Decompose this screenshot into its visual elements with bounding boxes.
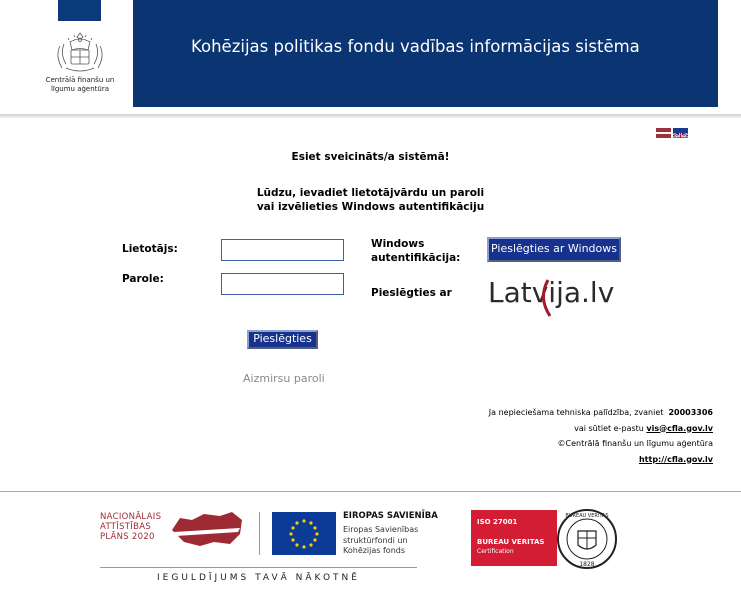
windows-auth-label-line2: autentifikācija: — [371, 252, 461, 264]
password-label: Parole: — [122, 273, 164, 285]
windows-auth-label — [371, 237, 460, 265]
eu-flag-icon — [272, 512, 336, 555]
windows-auth-label-line1: Windows — [371, 238, 425, 250]
forgot-password-link[interactable]: Aizmirsu paroli — [243, 372, 325, 385]
org-name — [38, 76, 122, 94]
bureau-veritas-seal-icon — [556, 503, 618, 575]
header-divider — [0, 114, 741, 118]
page-title: Kohēzijas politikas fondu vadības informācijas sistēma — [191, 37, 640, 56]
language-switcher — [656, 128, 690, 147]
support-email-line — [489, 421, 713, 437]
bv-seal-year: 1828 — [579, 561, 595, 568]
nap-line1: NACIONĀLAIS — [100, 512, 162, 522]
instructions-line1: Lūdzu, ievadiet lietotājvārdu un paroli — [256, 187, 485, 199]
header-banner — [133, 0, 718, 107]
welcome-heading: Esiet sveicināts/a sistēmā! — [291, 151, 450, 163]
header — [0, 0, 741, 112]
copyright-text: ©Centrālā finanšu un līgumu aģentūra — [557, 439, 713, 448]
bv-cert: Certification — [477, 548, 514, 555]
footer-separator — [259, 512, 260, 555]
motto-text: IEGULDĪJUMS TAVĀ NĀKOTNĒ — [157, 573, 360, 583]
password-input[interactable] — [221, 273, 344, 295]
latvija-login-button[interactable] — [488, 272, 618, 318]
login-instructions — [0, 186, 741, 214]
latvija-label: Pieslēgties ar — [371, 287, 452, 299]
instructions-line2: vai izvēlieties Windows autentifikāciju — [256, 201, 485, 213]
footer-divider — [0, 491, 741, 492]
org-name-line2: līgumu aģentūra — [50, 85, 110, 93]
en-flag-icon[interactable] — [673, 128, 688, 138]
username-label: Lietotājs: — [122, 243, 178, 255]
latvija-logo-text: Latvija.lv — [488, 276, 615, 309]
support-phone-text: Ja nepieciešama tehniska palīdzība, zvaniet — [488, 408, 664, 417]
windows-login-button[interactable]: Pieslēgties ar Windows — [487, 237, 621, 262]
cfla-url-line — [489, 452, 713, 468]
bureau-veritas-badge — [471, 510, 557, 566]
support-info — [489, 405, 713, 467]
eu-sub-line3: Kohēzijas fonds — [343, 546, 406, 555]
lv-flag-icon[interactable] — [656, 128, 671, 138]
support-phone-line — [489, 405, 713, 421]
login-button[interactable]: Pieslēgties — [247, 330, 318, 349]
bv-seal-top-text: BUREAU VERITAS — [565, 513, 609, 519]
latvia-map-icon — [170, 510, 245, 550]
latvija-logo-icon — [488, 272, 618, 318]
support-email-text: vai sūtiet e-pastu — [574, 423, 644, 433]
nap-line3: PLĀNS 2020 — [100, 532, 155, 542]
support-email-link[interactable]: vis@cfla.gov.lv — [646, 423, 713, 433]
nap2020-logo — [100, 512, 161, 542]
eu-sub-line1: Eiropas Savienības — [343, 525, 419, 534]
org-name-line1: Centrālā finanšu un — [45, 76, 115, 84]
eu-flag-strip — [58, 0, 101, 21]
bv-iso: ISO 27001 — [477, 518, 518, 526]
motto-divider — [100, 567, 417, 568]
cfla-url-link[interactable]: http://cfla.gov.lv — [638, 454, 713, 464]
cfla-emblem-icon — [52, 30, 108, 74]
eu-subtitle — [343, 525, 418, 557]
support-phone-number: 20003306 — [668, 408, 713, 417]
nap-line2: ATTĪSTĪBAS — [100, 522, 152, 532]
username-input[interactable] — [221, 239, 344, 261]
eu-title: EIROPAS SAVIENĪBA — [343, 511, 438, 521]
eu-sub-line2: struktūrfondi un — [343, 535, 408, 545]
bv-name: BUREAU VERITAS — [477, 538, 545, 546]
